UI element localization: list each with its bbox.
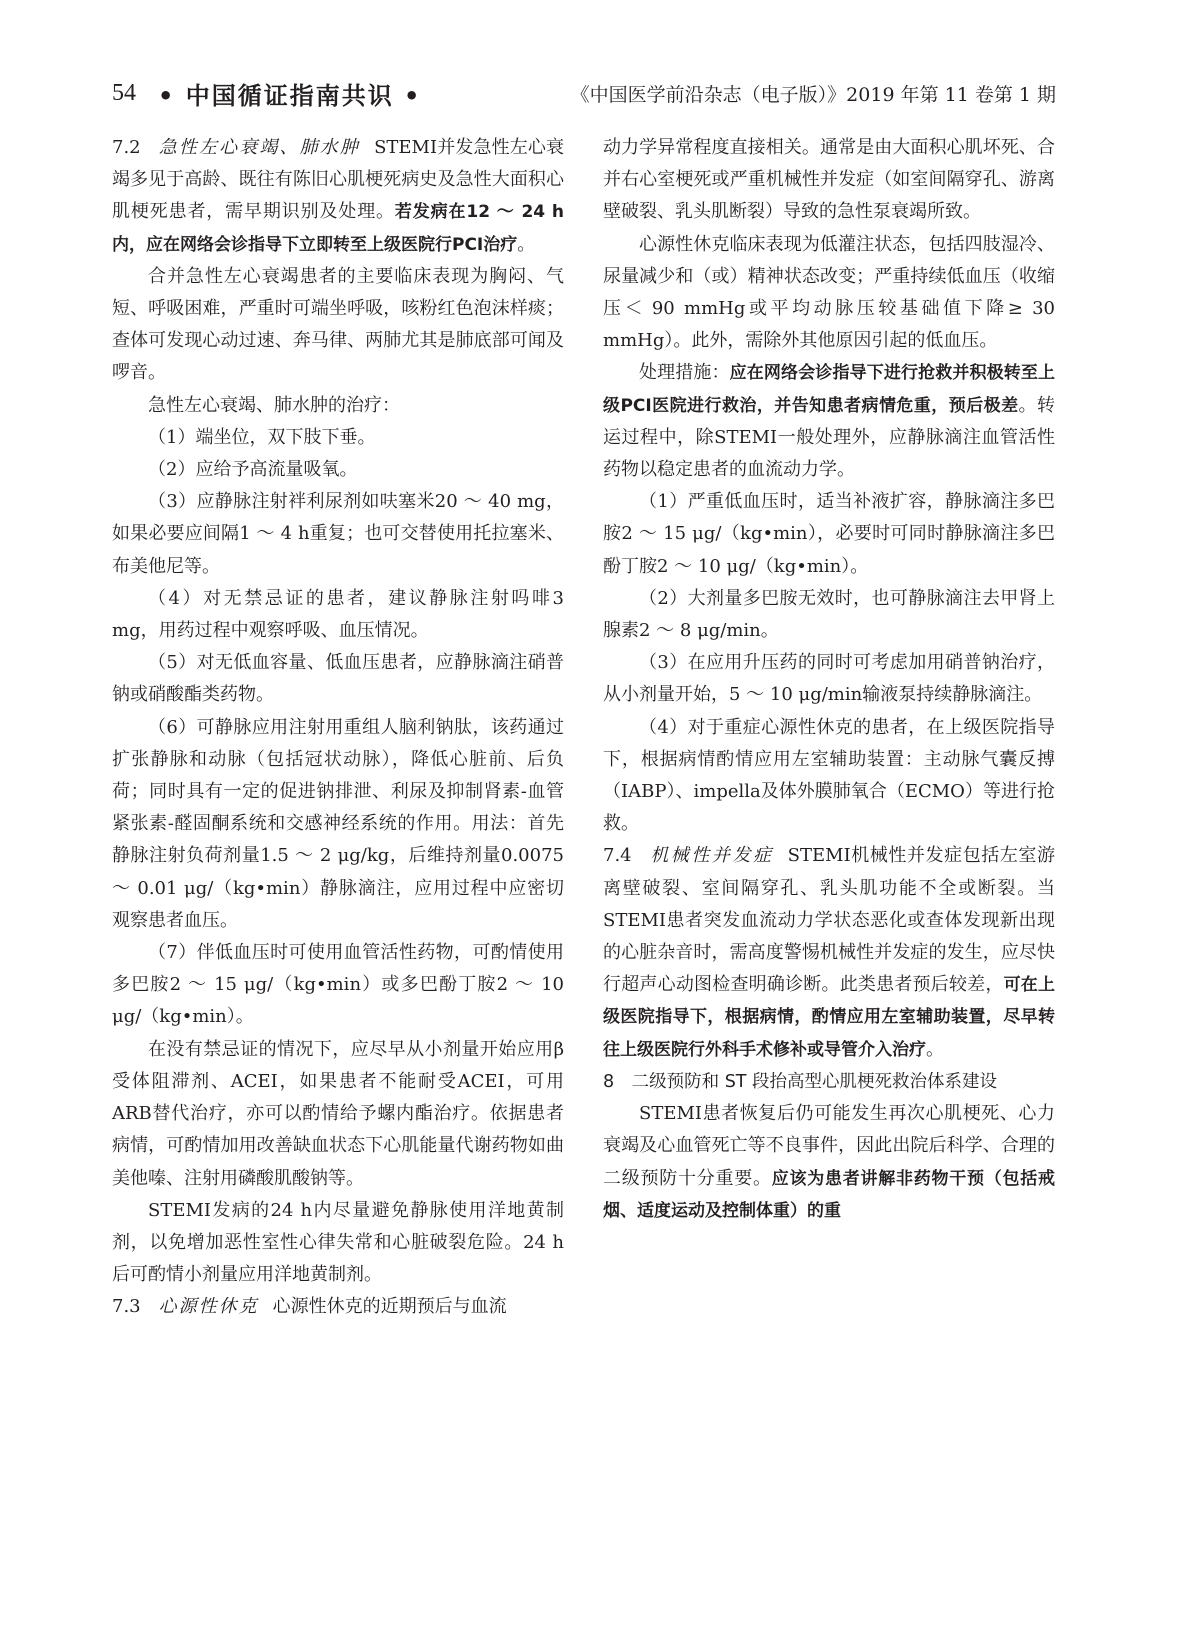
right-column	[603, 132, 1055, 1227]
list-item: （2）大剂量多巴胺无效时，也可静脉滴注去甲肾上腺素2 ～ 8 μg/min。	[603, 587, 1055, 642]
list-item: （4）对无禁忌证的患者，建议静脉注射吗啡3 mg，用药过程中观察呼吸、血压情况。	[112, 587, 564, 642]
list-item: （2）应给予高流量吸氧。	[148, 459, 358, 481]
section-7-4: 7.4 机械性并发症 STEMI机械性并发症包括左室游离壁破裂、室间隔穿孔、乳头肌功能不全或断裂。当STEMI患者突发血流动力学状态恶化或查体发现新出现的心脏杂音时，需高度警惕机械性并发症的发生，应尽快行超声心动图检查明确诊断。此类患者预后较差，可在上级医院指导下，根据病情，酌情应用左室辅助装置，尽早转往上级医院行外科手术修补或导管介入治疗。	[603, 845, 1056, 1060]
list-item: （1）端坐位，双下肢下垂。	[148, 426, 376, 448]
page-number: 54	[112, 80, 136, 106]
list-item: （7）伴低血压时可使用血管活性药物，可酌情使用多巴胺2 ～ 15 μg/（kg•min）或多巴酚丁胺2 ～ 10 μg/（kg•min）。	[112, 942, 564, 1028]
paragraph: 合并急性左心衰竭患者的主要临床表现为胸闷、气短、呼吸困难，严重时可端坐呼吸，咳粉红色泡沫样痰；查体可发现心动过速、奔马律、两肺尤其是肺底部可闻及啰音。	[112, 265, 564, 384]
paragraph: STEMI发病的24 h内尽量避免静脉使用洋地黄制剂，以免增加恶性室性心律失常和心脏破裂危险。24 h后可酌情小剂量应用洋地黄制剂。	[112, 1199, 564, 1286]
section-title: 急性左心衰竭、肺水肿	[158, 137, 361, 158]
section-title: 机械性并发症	[649, 845, 774, 867]
page-header	[112, 76, 1056, 122]
list-item: （5）对无低血容量、低血压患者，应静脉滴注硝普钠或硝酸酯类药物。	[112, 652, 564, 706]
bold-text: 应该为患者讲解非药物干预（包括戒烟、适度运动及控制体重）的重	[603, 1168, 1055, 1221]
section-number: 7.2	[112, 137, 141, 158]
paragraph: 处理措施：应在网络会诊指导下进行抢救并积极转至上级PCI医院进行救治，并告知患者病情危重，预后极差。转运过程中，除STEMI一般处理外，应静脉滴注血管活性药物以稳定患者的血流动力学。	[603, 362, 1056, 481]
left-column	[112, 132, 564, 1324]
section-number: 7.3	[112, 1296, 141, 1318]
list-item: （1）严重低血压时，适当补液扩容，静脉滴注多巴胺2 ～ 15 μg/（kg•min），必要时可同时静脉滴注多巴酚丁胺2 ～ 10 μg/（kg•min）。	[603, 491, 1055, 577]
section-label: • 中国循证指南共识 •	[158, 82, 422, 110]
paragraph: 心源性休克临床表现为低灌注状态，包括四肢湿冷、尿量减少和（或）精神状态改变；严重持续低血压（收缩压＜ 90 mmHg或平均动脉压较基础值下降≥ 30 mmHg）。此外，需除外其他原因引起的低血压。	[603, 233, 1055, 352]
bold-text: 可在上级医院指导下，根据病情，酌情应用左室辅助装置，尽早转往上级医院行外科手术修补或导管介入治疗	[603, 975, 1056, 1060]
list-item: （3）应静脉注射袢利尿剂如呋塞米20 ～ 40 mg，如果必要应间隔1 ～ 4 h重复；也可交替使用托拉塞米、布美他尼等。	[112, 491, 564, 577]
section-7-2: 7.2 急性左心衰竭、肺水肿 STEMI并发急性左心衰竭多见于高龄、既往有陈旧心肌梗死病史及急性大面积心肌梗死患者，需早期识别及处理。若发病在12 ～ 24 h内，应在网络会诊指导下立即转至上级医院行PCI治疗。	[112, 137, 564, 255]
section-text: 心源性休克的近期预后与血流	[272, 1296, 507, 1318]
list-item: （3）在应用升压药的同时可考虑加用硝普钠治疗，从小剂量开始，5 ～ 10 μg/min输液泵持续静脉滴注。	[603, 652, 1055, 706]
paragraph: 在没有禁忌证的情况下，应尽早从小剂量开始应用β受体阻滞剂、ACEI，如果患者不能耐受ACEI，可用ARB替代治疗，亦可以酌情给予螺内酯治疗。依据患者病情，可酌情加用改善缺血状态下心肌能量代谢药物如曲美他嗪、注射用磷酸肌酸钠等。	[112, 1038, 564, 1189]
paragraph: 动力学异常程度直接相关。通常是由大面积心肌坏死、合并右心室梗死或严重机械性并发症（如室间隔穿孔、游离壁破裂、乳头肌断裂）导致的急性泵衰竭所致。	[603, 137, 1055, 223]
journal-issue: 《中国医学前沿杂志（电子版）》2019 年第 11 卷第 1 期	[570, 84, 1056, 106]
section-title: 心源性休克	[158, 1296, 259, 1318]
section-number: 7.4	[603, 845, 632, 867]
section-text: STEMI并发急性左心衰竭多见于高龄、既往有陈旧心肌梗死病史及急性大面积心肌梗死患者，需早期识别及处理。	[112, 137, 564, 223]
section-7-3	[112, 1291, 564, 1323]
list-item: （4）对于重症心源性休克的患者，在上级医院指导下，根据病情酌情应用左室辅助装置：主动脉气囊反搏（IABP）、impella及体外膜肺氧合（ECMO）等进行抢救。	[603, 716, 1055, 835]
paragraph: STEMI患者恢复后仍可能发生再次心肌梗死、心力衰竭及心血管死亡等不良事件，因此出院后科学、合理的二级预防十分重要。应该为患者讲解非药物干预（包括戒烟、适度运动及控制体重）的重	[603, 1103, 1055, 1221]
section-text: STEMI机械性并发症包括左室游离壁破裂、室间隔穿孔、乳头肌功能不全或断裂。当STEMI患者突发血流动力学状态恶化或查体发现新出现的心脏杂音时，需高度警惕机械性并发症的发生，应尽快行超声心动图检查明确诊断。此类患者预后较差，	[603, 845, 1055, 996]
paragraph: 急性左心衰竭、肺水肿的治疗：	[148, 394, 400, 416]
bold-text: 应在网络会诊指导下进行抢救并积极转至上级PCI医院进行救治，并告知患者病情危重，预后极差	[603, 363, 1056, 416]
list-item: （6）可静脉应用注射用重组人脑利钠肽，该药通过扩张静脉和动脉（包括冠状动脉），降低心脏前、后负荷；同时具有一定的促进钠排泄、利尿及抑制肾素-血管紧张素-醛固酮系统和交感神经系统的作用。用法：首先静脉注射负荷剂量1.5 ～ 2 μg/kg，后维持剂量0.0075 ～ 0.01 μg/（kg•min）静脉滴注，应用过程中应密切观察患者血压。	[112, 716, 564, 931]
section-8-heading: 8 二级预防和 ST 段抬高型心肌梗死救治体系建设	[603, 1071, 998, 1092]
bold-text: 若发病在12 ～ 24 h内，应在网络会诊指导下立即转至上级医院行PCI治疗	[112, 202, 564, 255]
